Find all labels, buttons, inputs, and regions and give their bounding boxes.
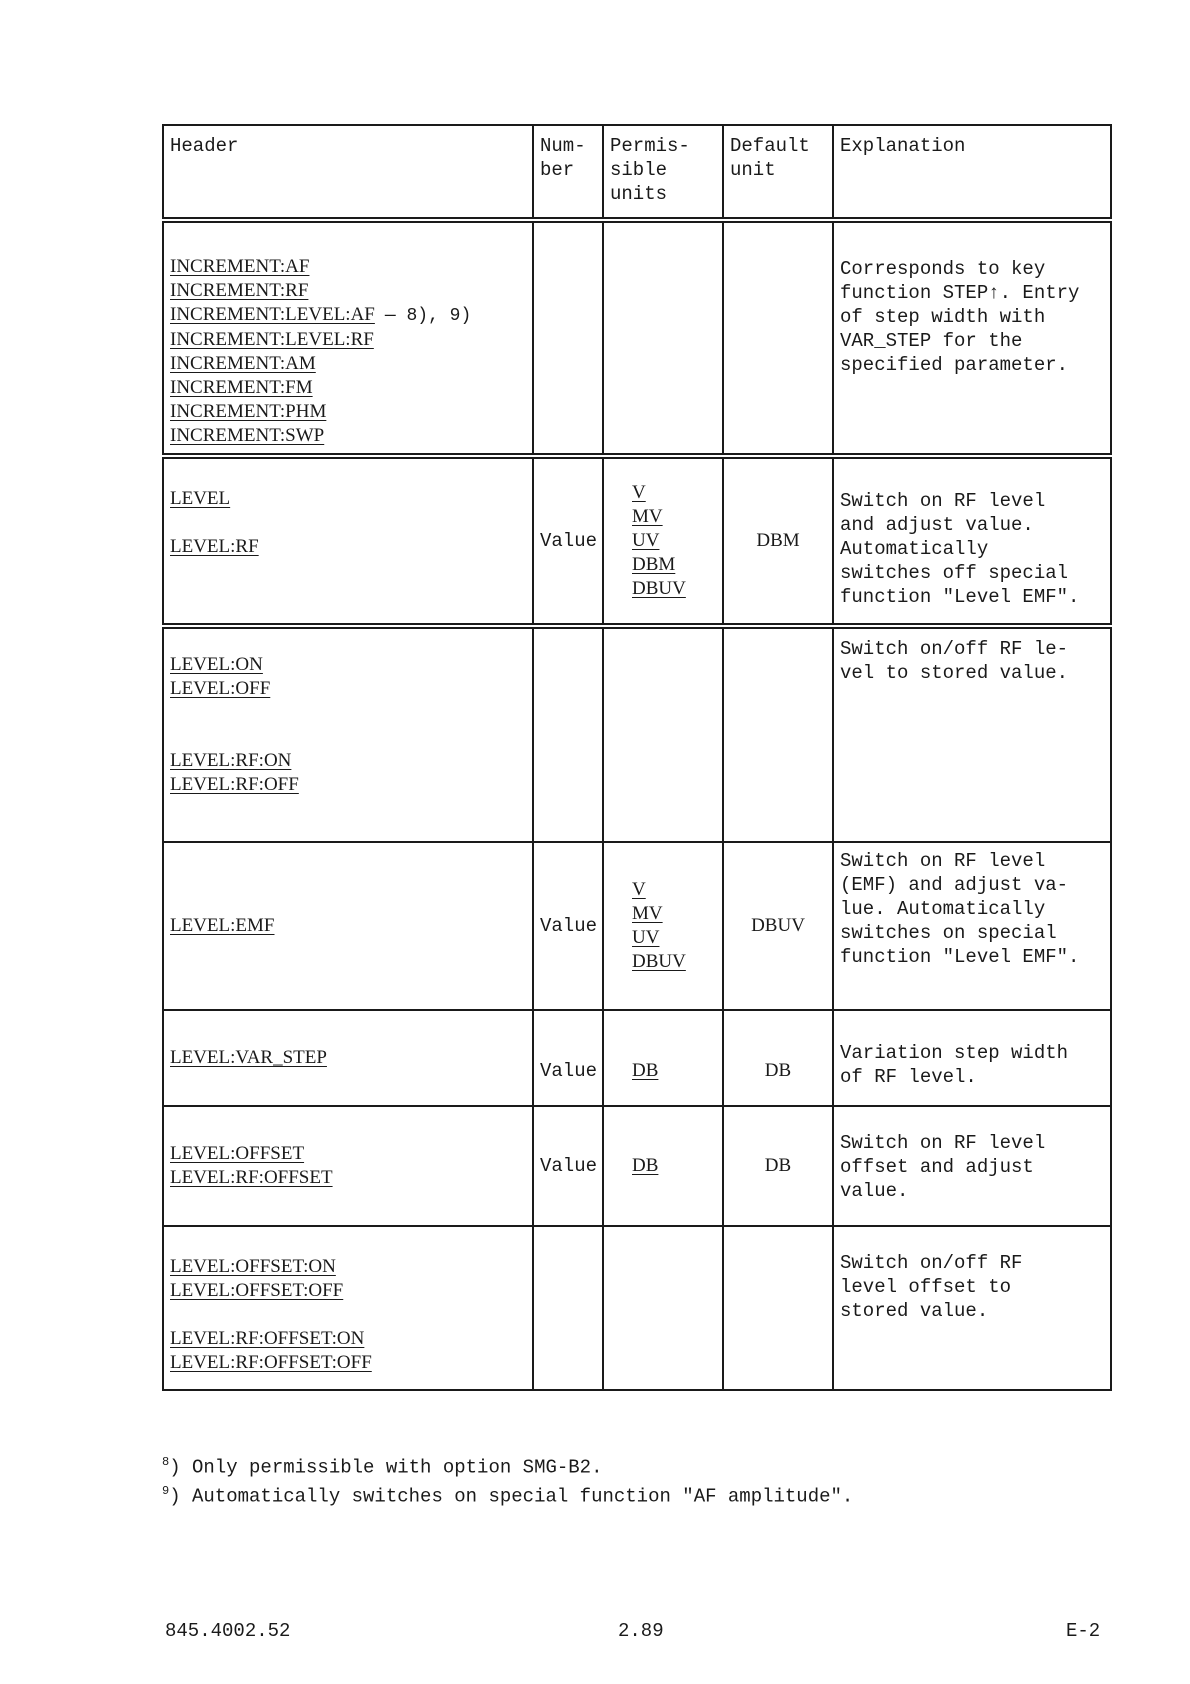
- cell-explanation: Corresponds to key function STEP↑. Entry of step width with VAR_STEP for the specified parameter.: [833, 220, 1111, 456]
- footnote-mark: 8: [162, 1455, 170, 1469]
- command-text: LEVEL:OFFSET:OFF: [170, 1280, 344, 1301]
- cell-units: [603, 456, 723, 626]
- command-text: LEVEL:RF:ON: [170, 750, 292, 771]
- command-header: [170, 487, 526, 511]
- command-text: INCREMENT:AM: [170, 353, 316, 374]
- command-text: LEVEL:RF:OFFSET:ON: [170, 1328, 365, 1349]
- command-text: LEVEL:RF:OFFSET:OFF: [170, 1352, 372, 1373]
- footnote-text: ) Automatically switches on special function "AF amplitude".: [169, 1485, 854, 1508]
- cell-default-unit: DBUV: [723, 842, 833, 1010]
- cell-default-unit: DBM: [723, 456, 833, 626]
- command-text: LEVEL:OFFSET:ON: [170, 1256, 336, 1277]
- unit-item: [632, 1059, 716, 1083]
- cell-default-unit: DB: [723, 1106, 833, 1226]
- command-text: LEVEL:ON: [170, 654, 263, 675]
- cell-units: [603, 626, 723, 842]
- command-header: [170, 1255, 526, 1279]
- footer-doc-number: 845.4002.52: [165, 1620, 291, 1642]
- unit-item: [632, 902, 716, 926]
- command-header: [170, 424, 526, 448]
- unit-item: [632, 950, 716, 974]
- col-header-explanation: Explanation: [833, 125, 1111, 220]
- cell-number: Value: [533, 1106, 603, 1226]
- unit-text: V: [632, 879, 646, 900]
- command-header: [170, 653, 526, 677]
- command-header: [170, 352, 526, 376]
- unit-item: [632, 926, 716, 950]
- cell-explanation: Variation step width of RF level.: [833, 1010, 1111, 1106]
- footnote: [162, 1450, 853, 1479]
- command-text: INCREMENT:AF: [170, 256, 310, 277]
- footer-date: 2.89: [618, 1620, 664, 1642]
- cell-explanation: Switch on/off RF le- vel to stored value.: [833, 626, 1111, 842]
- cell-number: [533, 626, 603, 842]
- cell-explanation: Switch on RF level (EMF) and adjust va- lue. Automatically switches on special function "Level EMF".: [833, 842, 1111, 1010]
- unit-text: V: [632, 482, 646, 503]
- command-header: [170, 1046, 526, 1070]
- table-row: [163, 1106, 1111, 1226]
- cell-header: [163, 220, 533, 456]
- command-text: LEVEL:VAR_STEP: [170, 1047, 327, 1068]
- unit-text: MV: [632, 903, 663, 924]
- cell-header: [163, 626, 533, 842]
- cell-units: [603, 1226, 723, 1390]
- unit-text: DB: [632, 1059, 659, 1081]
- cell-number: Value: [533, 1010, 603, 1106]
- cell-units: [603, 220, 723, 456]
- table-row: [163, 1226, 1111, 1390]
- command-header: [170, 1327, 526, 1351]
- command-header: [170, 328, 526, 352]
- command-text: INCREMENT:LEVEL:RF: [170, 329, 374, 350]
- table-row: [163, 220, 1111, 456]
- cell-number: Value: [533, 842, 603, 1010]
- command-header: [170, 279, 526, 303]
- cell-header: [163, 842, 533, 1010]
- unit-item: [632, 505, 716, 529]
- command-header: [170, 1142, 526, 1166]
- command-header: [170, 914, 526, 938]
- cell-units: [603, 1010, 723, 1106]
- unit-item: [632, 878, 716, 902]
- table-header-row: [163, 125, 1111, 220]
- command-text: LEVEL:OFFSET: [170, 1143, 305, 1164]
- table-row: [163, 626, 1111, 842]
- spacer: [170, 511, 526, 535]
- command-header: [170, 535, 526, 559]
- cell-units: [603, 1106, 723, 1226]
- footnote-mark: 9: [162, 1484, 170, 1499]
- footnotes: [162, 1450, 853, 1509]
- command-text: INCREMENT:PHM: [170, 401, 327, 422]
- cell-default-unit: DB: [723, 1010, 833, 1106]
- command-text: INCREMENT:FM: [170, 377, 313, 398]
- col-header-header: Header: [163, 125, 533, 220]
- unit-text: DBM: [632, 554, 676, 575]
- cell-number: [533, 1226, 603, 1390]
- unit-text: UV: [632, 927, 660, 948]
- unit-item: [632, 577, 716, 601]
- cell-number: Value: [533, 456, 603, 626]
- col-header-number: Num- ber: [533, 125, 603, 220]
- command-header: [170, 303, 526, 328]
- unit-text: MV: [632, 506, 663, 527]
- cell-number: [533, 220, 603, 456]
- col-header-units: Permis- sible units: [603, 125, 723, 220]
- cell-header: [163, 1226, 533, 1390]
- spacer: [170, 1303, 526, 1327]
- footnote-reference: — 8), 9): [384, 306, 472, 326]
- unit-item: [632, 529, 716, 553]
- footer-page-number: E-2: [1066, 1620, 1101, 1642]
- cell-header: [163, 456, 533, 626]
- command-text: LEVEL:OFF: [170, 678, 271, 699]
- col-header-default: Default unit: [723, 125, 833, 220]
- unit-text: DB: [632, 1155, 659, 1176]
- cell-default-unit: [723, 220, 833, 456]
- cell-default-unit: [723, 626, 833, 842]
- command-table: [162, 124, 1112, 1391]
- table-row: [163, 1010, 1111, 1106]
- command-header: [170, 1166, 526, 1190]
- spacer: [170, 701, 526, 725]
- command-header: [170, 749, 526, 773]
- cell-header: [163, 1010, 533, 1106]
- cell-units: [603, 842, 723, 1010]
- footnote-text: ) Only permissible with option SMG-B2.: [169, 1456, 603, 1479]
- command-text: INCREMENT:SWP: [170, 425, 325, 446]
- cell-explanation: Switch on RF level offset and adjust value.: [833, 1106, 1111, 1226]
- unit-text: DBUV: [632, 578, 686, 599]
- command-header: [170, 376, 526, 400]
- cell-header: [163, 1106, 533, 1226]
- table-body: [163, 220, 1111, 1390]
- command-text: LEVEL: [170, 488, 231, 509]
- unit-item: [632, 1154, 716, 1178]
- command-header: [170, 400, 526, 424]
- command-text: INCREMENT:RF: [170, 280, 309, 301]
- command-header: [170, 1351, 526, 1375]
- command-header: [170, 677, 526, 701]
- cell-default-unit: [723, 1226, 833, 1390]
- unit-item: [632, 481, 716, 505]
- command-text: LEVEL:RF:OFF: [170, 774, 299, 795]
- unit-item: [632, 553, 716, 577]
- spacer: [170, 725, 526, 749]
- command-text: LEVEL:RF: [170, 536, 259, 557]
- cell-explanation: Switch on/off RF level offset to stored value.: [833, 1226, 1111, 1390]
- unit-text: UV: [632, 530, 660, 551]
- command-header: [170, 1279, 526, 1303]
- cell-explanation: Switch on RF level and adjust value. Automatically switches off special function "Level EMF".: [833, 456, 1111, 626]
- command-text: LEVEL:EMF: [170, 915, 275, 936]
- unit-text: DBUV: [632, 951, 686, 972]
- command-header: [170, 773, 526, 797]
- command-text: INCREMENT:LEVEL:AF: [170, 304, 375, 325]
- table-row: [163, 842, 1111, 1010]
- footnote: [162, 1479, 853, 1508]
- table-row: [163, 456, 1111, 626]
- command-header: [170, 255, 526, 279]
- command-text: LEVEL:RF:OFFSET: [170, 1167, 333, 1188]
